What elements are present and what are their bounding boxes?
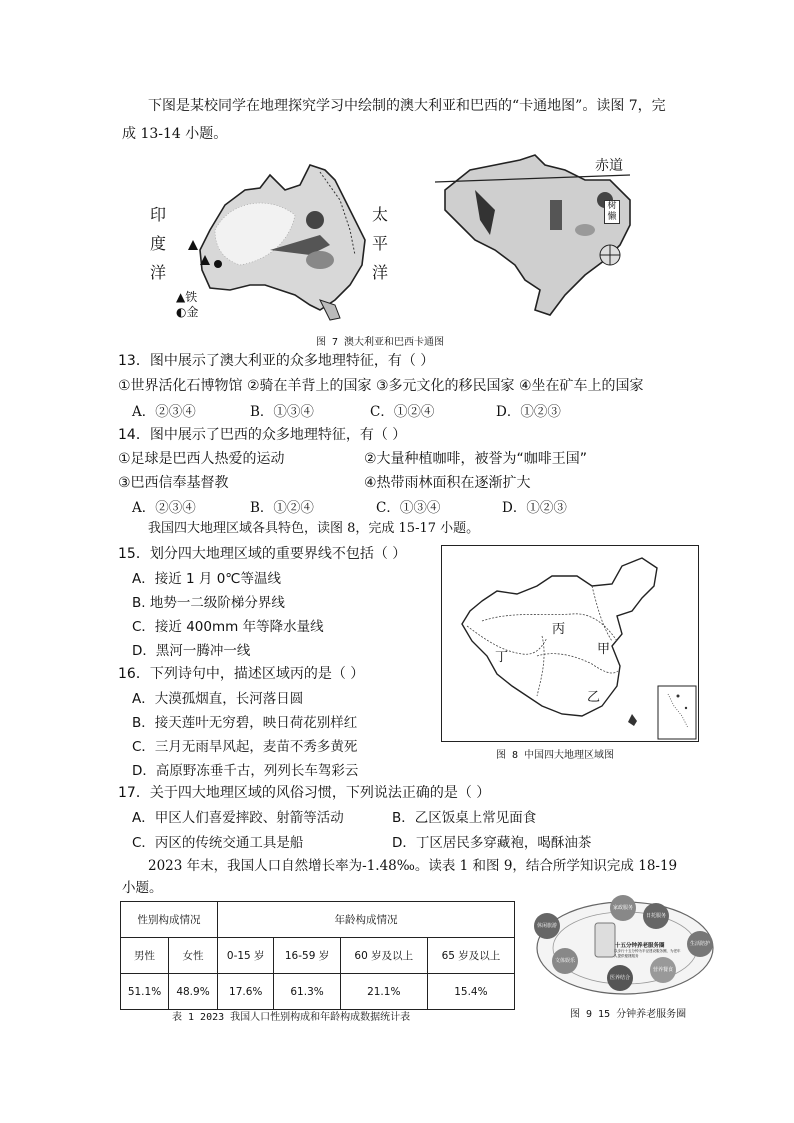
header-age-65-plus: 65 岁及以上 [427,938,514,974]
option-b: B．①②④ [250,500,314,516]
question-17-option-c: C．丙区的传统交通工具是船 [132,835,304,851]
question-14-stem: 14．图中展示了巴西的众多地理特征，有（ ） [118,427,407,443]
header-age-group: 年龄构成情况 [218,902,515,938]
ocean-char: 洋 [150,263,167,282]
value-age-60-plus: 21.1% [340,974,427,1010]
header-male: 男性 [121,938,169,974]
region-bing: 丙 [552,622,566,637]
header-gender-group: 性别构成情况 [121,902,218,938]
indian-ocean-label [150,200,170,287]
option-b: B．①③④ [250,404,314,420]
badge-leisure-travel [534,913,560,939]
badge-housekeeping [610,895,636,921]
table-1-caption: 表 1 2023 我国人口性别构成和年龄构成数据统计表 [172,1012,411,1023]
badge-life-companion [687,931,713,957]
option-c: C．①③④ [376,500,441,516]
table-row [121,974,515,1010]
figure-8-china-map [441,545,699,742]
equator-label: 赤道 [595,158,623,174]
question-16-option-c: C．三月无雨旱风起，麦苗不秀多黄死 [132,739,358,755]
option-a: A．②③④ [132,500,196,516]
question-15-option-d: D．黑河一腾冲一线 [132,643,251,659]
question-14-statement-3: ③巴西信奉基督教 [118,475,229,491]
ocean-char: 度 [150,234,167,253]
question-16-stem: 16．下列诗句中，描述区域丙的是（ ） [118,666,365,682]
question-16-option-d: D．高原野冻垂千古，列列长车驾彩云 [132,763,359,779]
figure-8-caption: 图 8 中国四大地理区域图 [496,750,615,761]
question-14-statement-1: ①足球是巴西人热爱的运动 [118,451,285,467]
question-14-options [0,496,794,516]
figure-9-caption: 图 9 15 分钟养老服务圈 [570,1009,687,1020]
header-female: 女性 [169,938,218,974]
question-15-option-c: C．接近 400mm 年等降水量线 [132,619,324,635]
badge-label: 文体娱乐 [554,958,575,964]
value-female: 48.9% [169,974,218,1010]
badge-label: 生活陪护 [689,941,710,947]
question-17-stem: 17．关于四大地理区域的风俗习惯，下列说法正确的是（ ） [118,785,491,801]
badge-label: 家政服务 [612,905,633,911]
question-17-option-a: A．甲区人们喜爱摔跤、射箭等活动 [132,810,344,826]
region-jia: 甲 [597,642,611,657]
australia-cartoon-map [170,160,370,330]
intro-paragraph-2: 我国四大地理区域各具特色，读图 8，完成 15-17 小题。 [148,521,480,536]
value-age-0-15: 17.6% [218,974,274,1010]
question-14-statement-4: ④热带雨林面积在逐渐扩大 [364,475,531,491]
region-yi: 乙 [587,690,601,705]
badge-medical-care [607,965,633,991]
value-age-65-plus: 15.4% [427,974,514,1010]
value-age-16-59: 61.3% [274,974,340,1010]
badge-recreation [552,948,578,974]
option-a: A．②③④ [132,404,196,420]
intro-paragraph-3-line-2: 小题。 [122,880,163,896]
question-17-option-d: D．丁区居民多穿藏袍，喝酥油茶 [392,835,592,851]
intro-paragraph-1-line-1: 下图是某校同学在地理探究学习中绘制的澳大利亚和巴西的“卡通地图”。读图 7，完 [148,98,666,114]
question-15-option-a: A．接近 1 月 0℃等温线 [132,571,281,587]
question-17-option-b: B．乙区饭桌上常见面食 [392,810,537,826]
question-16-option-a: A．大漠孤烟直，长河落日圆 [132,691,304,707]
badge-day-care [643,903,669,929]
table-header-group-row [121,902,515,938]
ocean-char: 太 [372,205,389,224]
header-age-60-plus: 60 岁及以上 [340,938,427,974]
ocean-char: 平 [372,234,389,253]
question-13-options [0,400,794,420]
legend-iron: ▲铁 [176,290,198,304]
header-age-0-15: 0-15 岁 [218,938,274,974]
question-15-stem: 15．划分四大地理区域的重要界线不包括（ ） [118,546,407,562]
badge-nutrition-meals [650,957,676,983]
badge-label: 营养餐食 [652,967,673,973]
service-circle-title: 十五分钟养老服务圈 [615,943,665,949]
figure-7-caption: 图 7 澳大利亚和巴西卡通图 [316,337,445,348]
badge-label: 日托服务 [645,913,666,919]
brazil-cartoon-map [435,150,640,320]
question-13-stem: 13．图中展示了澳大利亚的众多地理特征，有（ ） [118,353,435,369]
option-d: D．①②③ [502,500,567,516]
value-male: 51.1% [121,974,169,1010]
intro-paragraph-3-line-1: 2023 年末，我国人口自然增长率为-1.48‰。读表 1 和图 9，结合所学知识完成 18-19 [148,858,678,874]
sloth-label-text: 树懒 [607,201,617,222]
region-ding: 丁 [495,650,509,665]
table-1-population [120,901,515,1010]
legend-gold: ◐金 [176,305,199,319]
table-header-row [121,938,515,974]
figure-7 [150,160,640,330]
sloth-label [604,200,620,224]
option-d: D．①②③ [496,404,561,420]
intro-paragraph-1-line-2: 成 13-14 小题。 [122,126,228,142]
ocean-char: 印 [150,205,167,224]
question-16-option-b: B．接天莲叶无穷碧，映日荷花别样红 [132,715,358,731]
question-15-option-b: B. 地势一二级阶梯分界线 [132,595,285,611]
badge-label: 医养结合 [609,975,630,981]
option-c: C．①②④ [370,404,435,420]
header-age-16-59: 16-59 岁 [274,938,340,974]
pacific-ocean-label [372,200,392,287]
question-14-statement-2: ②大量种植咖啡，被誉为“咖啡王国” [364,451,588,467]
china-outline-svg [442,546,698,741]
figure-9-service-circle [530,893,720,1001]
mineral-legend [176,290,198,320]
badge-label: 休闲旅游 [536,923,557,929]
question-13-statements: ①世界活化石博物馆 ②骑在羊背上的国家 ③多元文化的移民国家 ④坐在矿车上的国家 [118,378,644,394]
ocean-char: 洋 [372,263,389,282]
service-circle-subtitle: 以步行十五分钟为半径建设服务圈，为老年人提供便捷服务 [614,949,681,958]
